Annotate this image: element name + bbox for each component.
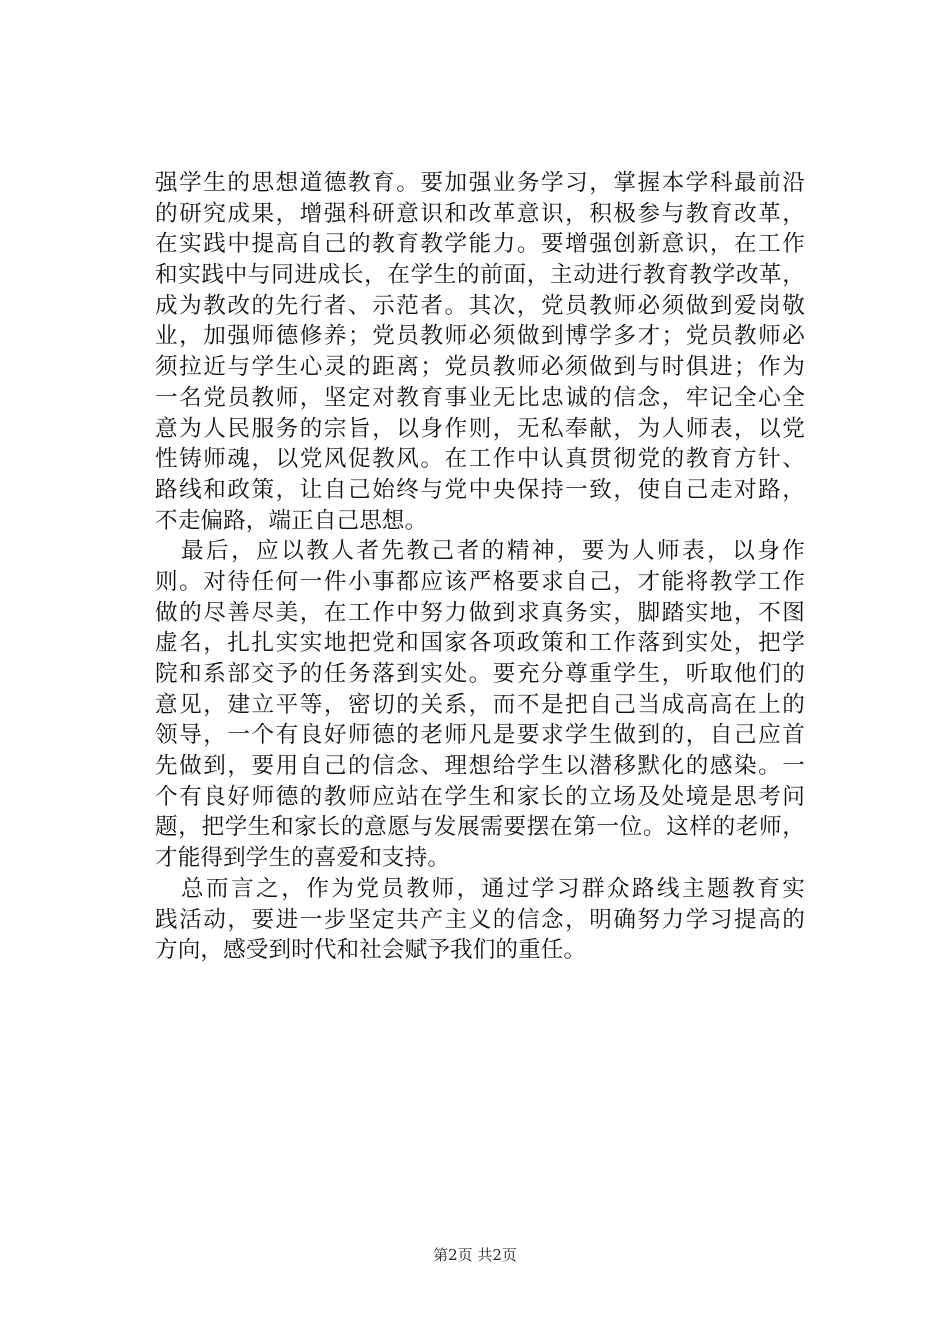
text-line: 意为人民服务的宗旨，以身作则，无私奉献，为人师表，以党 [155, 415, 805, 442]
page-number-footer: 第2页 共2页 [433, 1246, 517, 1264]
text-line: 方向，感受到时代和社会赋予我们的重任。 [155, 937, 587, 964]
text-line: 做的尽善尽美，在工作中努力做到求真务实，脚踏实地，不图 [155, 599, 805, 626]
text-line: 须拉近与学生心灵的距离；党员教师必须做到与时俱进；作为 [155, 354, 805, 381]
text-line: 院和系部交予的任务落到实处。要充分尊重学生，听取他们的 [155, 661, 805, 687]
document-body [155, 168, 805, 966]
text-line: 则。对待任何一件小事都应该严格要求自己，才能将教学工作 [155, 568, 805, 595]
text-line: 领导，一个有良好师德的老师凡是要求学生做到的，自己应首 [155, 722, 805, 749]
paragraph-3 [155, 874, 805, 966]
text-line: 虚名，扎扎实实地把党和国家各项政策和工作落到实处，把学 [155, 630, 805, 657]
text-line: 一名党员教师，坚定对教育事业无比忠诚的信念，牢记全心全 [155, 384, 805, 411]
text-line: 路线和政策，让自己始终与党中央保持一致，使自己走对路， [155, 476, 805, 503]
text-line: 和实践中与同进成长，在学生的前面，主动进行教育教学改革， [155, 262, 805, 289]
text-line: 在实践中提高自己的教育教学能力。要增强创新意识，在工作 [155, 231, 805, 258]
text-line: 意见，建立平等，密切的关系，而不是把自己当成高高在上的 [155, 691, 805, 718]
text-line: 才能得到学生的喜爱和支持。 [155, 845, 451, 872]
text-line: 践活动，要进一步坚定共产主义的信念，明确努力学习提高的 [155, 906, 805, 933]
text-line: 强学生的思想道德教育。要加强业务学习，掌握本学科最前沿 [155, 170, 805, 196]
text-line: 的研究成果，增强科研意识和改革意识，积极参与教育改革， [155, 200, 805, 227]
text-line: 题，把学生和家长的意愿与发展需要摆在第一位。这样的老师， [155, 814, 805, 841]
text-line: 最后，应以教人者先教己者的精神，要为人师表，以身作 [181, 538, 805, 565]
paragraph-1 [155, 168, 805, 536]
text-line: 先做到，要用自己的信念、理想给学生以潜移默化的感染。一 [155, 753, 805, 780]
text-line: 性铸师魂，以党风促教风。在工作中认真贯彻党的教育方针、 [155, 446, 805, 473]
text-line: 总而言之，作为党员教师，通过学习群众路线主题教育实 [181, 875, 805, 902]
paragraph-2 [155, 536, 805, 874]
text-line: 不走偏路，端正自己思想。 [155, 507, 428, 534]
text-line: 成为教改的先行者、示范者。其次，党员教师必须做到爱岗敬 [155, 292, 805, 319]
text-line: 业，加强师德修养；党员教师必须做到博学多才；党员教师必 [155, 323, 805, 350]
text-line: 个有良好师德的教师应站在学生和家长的立场及处境是思考问 [155, 783, 805, 810]
